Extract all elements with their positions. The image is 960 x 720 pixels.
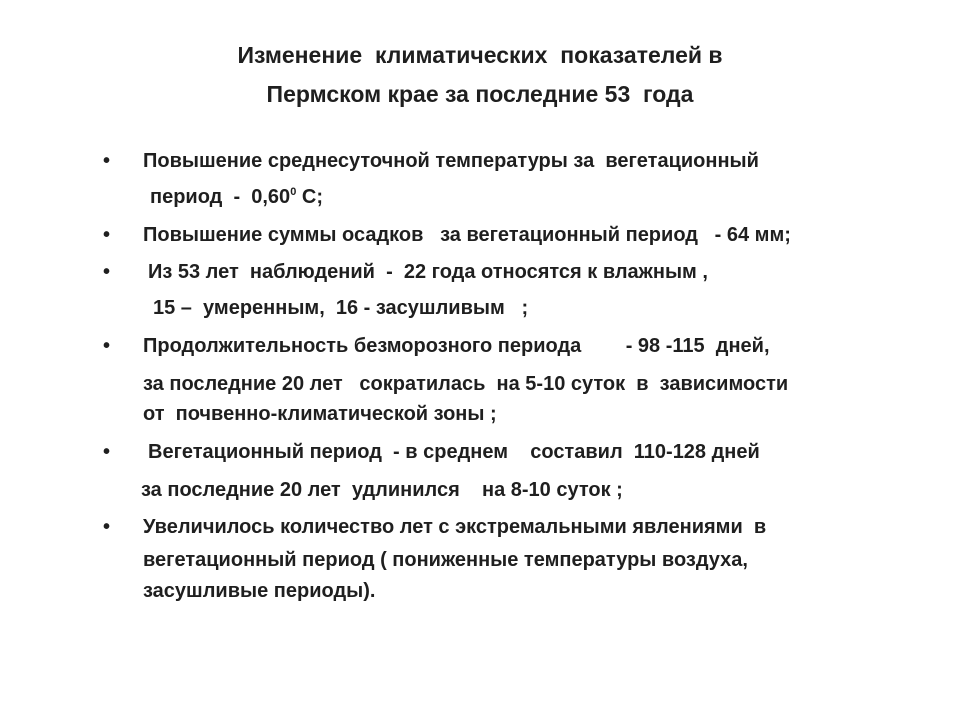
item-4-line-1: Продолжительность безморозного периода - 98 -115 дней,: [143, 335, 770, 357]
item-5-line-1: Вегетационный период - в среднем составил 110-128 дней: [148, 441, 760, 463]
bullet-icon: •: [103, 224, 111, 246]
item-4-line-2: за последние 20 лет сократилась на 5-10 суток в зависимости: [143, 373, 789, 395]
item-6-line-2: вегетационный период ( пониженные температуры воздуха,: [143, 549, 748, 571]
item-2-line-1: Повышение суммы осадков за вегетационный период - 64 мм;: [143, 224, 791, 246]
slide-title: [120, 36, 840, 114]
bullet-icon: •: [103, 335, 111, 357]
title-line-2: Пермском крае за последние 53 года: [266, 81, 694, 107]
item-6-line-1: Увеличилось количество лет с экстремальными явлениями в: [143, 516, 767, 538]
title-line-1: Изменение климатических показателей в: [237, 42, 723, 68]
item-1-line-1: Повышение среднесуточной температуры за вегетационный: [143, 150, 759, 172]
item-3-line-2: 15 – умеренным, 16 - засушливым ;: [153, 297, 529, 319]
degree-superscript: 0: [290, 186, 297, 198]
bullet-icon: •: [103, 516, 111, 538]
item-3-line-1: Из 53 лет наблюдений - 22 года относятся к влажным ,: [148, 261, 708, 283]
bullet-icon: •: [103, 441, 111, 463]
bullet-icon: •: [103, 150, 111, 172]
item-1-line-2: период - 0,60$^0$ С;: [150, 186, 323, 208]
item-6-line-3: засушливые периоды).: [143, 580, 376, 602]
item-5-line-2: за последние 20 лет удлинился на 8-10 суток ;: [141, 479, 623, 501]
item-4-line-3: от почвенно-климатической зоны ;: [143, 403, 497, 425]
bullet-icon: •: [103, 261, 111, 283]
